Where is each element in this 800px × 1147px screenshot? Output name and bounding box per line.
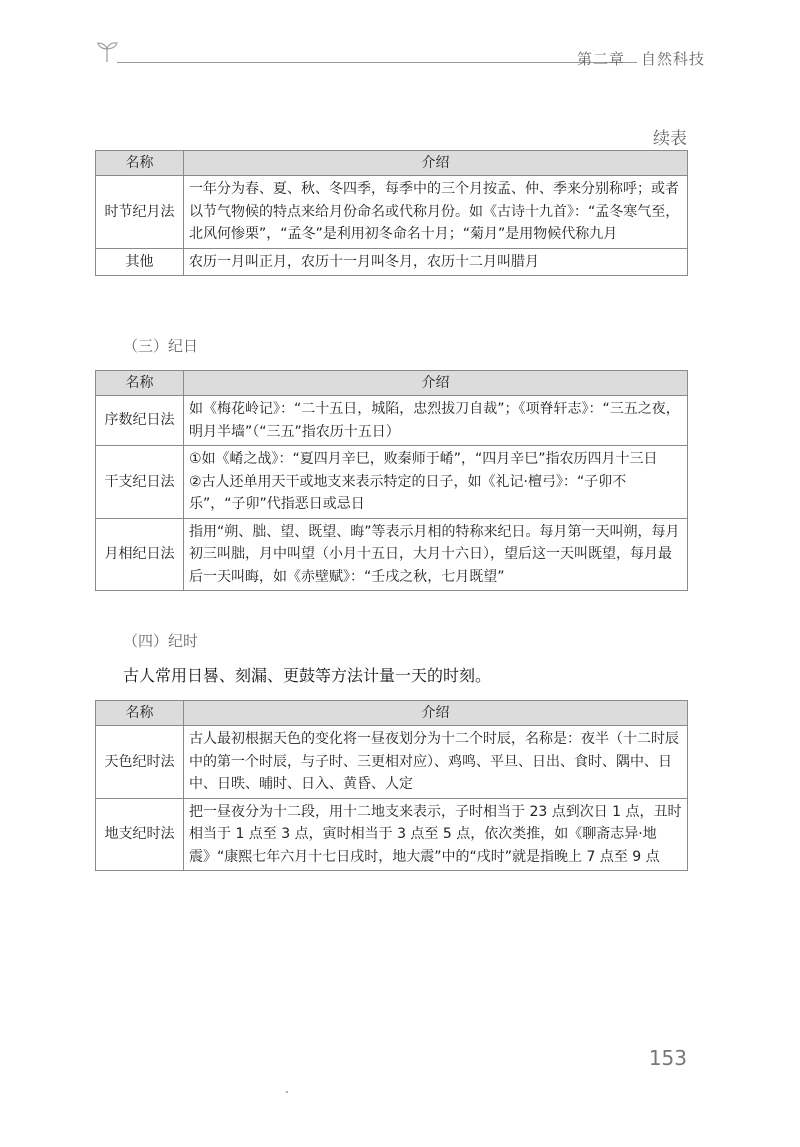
table-row: [96, 798, 688, 871]
column-header-name: 名称: [96, 701, 184, 726]
section-heading-time: （四）纪时: [123, 632, 199, 650]
row-intro: 如《梅花岭记》：“二十五日，城陷，忠烈拔刀自裁”；《项脊轩志》：“三五之夜，明月半墙”（“三五”指农历十五日）: [184, 396, 688, 446]
print-speck: [286, 1091, 288, 1093]
table-row: [96, 518, 688, 591]
row-intro: 一年分为春、夏、秋、冬四季，每季中的三个月按孟、仲、季来分别称呼；或者以节气物候的特点来给月份命名或代称月份。如《古诗十九首》：“孟冬寒气至，北风何惨栗”，“孟冬”是利用初冬命名十月；“菊月”是用物候代称九月: [184, 176, 688, 249]
sprout-icon: [95, 38, 121, 64]
body-paragraph: 古人常用日晷、刻漏、更鼓等方法计量一天的时刻。: [123, 666, 492, 685]
column-header-intro: 介绍: [184, 371, 688, 396]
row-intro: 指用“朔、朏、望、既望、晦”等表示月相的特称来纪日。每月第一天叫朔，每月初三叫朏，月中叫望（小月十五日，大月十六日），望后这一天叫既望，每月最后一天叫晦，如《赤壁赋》：“壬戌之秋，七月既望”: [184, 518, 688, 591]
table-month-methods: [95, 150, 688, 276]
row-intro: 农历一月叫正月，农历十一月叫冬月，农历十二月叫腊月: [184, 248, 688, 276]
row-name: 时节纪月法: [96, 176, 184, 249]
row-intro: [184, 446, 688, 519]
row-intro: 把一昼夜分为十二段，用十二地支来表示，子时相当于 23 点到次日 1 点，丑时相当于 1 点至 3 点，寅时相当于 3 点至 5 点，依次类推，如《聊斋志异·地震》“康熙七年六月十七日戌时，地大震”中的“戌时”就是指晚上 7 点至 9 点: [184, 798, 688, 871]
header-rule: [117, 62, 637, 63]
row-name: 其他: [96, 248, 184, 276]
row-name: 月相纪日法: [96, 518, 184, 591]
row-name: 序数纪日法: [96, 396, 184, 446]
column-header-name: 名称: [96, 371, 184, 396]
table-day-methods: [95, 370, 688, 591]
continued-label: 续表: [653, 129, 687, 149]
section-heading-day: （三）纪日: [123, 337, 199, 355]
table-row: [96, 446, 688, 519]
row-name: 地支纪时法: [96, 798, 184, 871]
column-header-intro: 介绍: [184, 701, 688, 726]
page-number: 153: [648, 1046, 687, 1070]
page-header: [95, 38, 705, 78]
row-name: 干支纪日法: [96, 446, 184, 519]
row-intro-line: ①如《崤之战》：“夏四月辛巳，败秦师于崤”，“四月辛巳”指农历四月十三日: [189, 451, 658, 467]
column-header-name: 名称: [96, 151, 184, 176]
table-time-methods: [95, 700, 688, 871]
table-row: [96, 248, 688, 276]
table-row: [96, 396, 688, 446]
row-intro-line: ②古人还单用天干或地支来表示特定的日子，如《礼记·檀弓》：“子卯不乐”，“子卯”代指恶日或忌日: [189, 473, 627, 512]
chapter-title: 第二章 自然科技: [576, 50, 705, 68]
table-row: [96, 726, 688, 799]
row-name: 天色纪时法: [96, 726, 184, 799]
row-intro: 古人最初根据天色的变化将一昼夜划分为十二个时辰，名称是：夜半（十二时辰中的第一个时辰，与子时、三更相对应）、鸡鸣、平旦、日出、食时、隅中、日中、日昳、晡时、日入、黄昏、人定: [184, 726, 688, 799]
table-row: [96, 176, 688, 249]
column-header-intro: 介绍: [184, 151, 688, 176]
